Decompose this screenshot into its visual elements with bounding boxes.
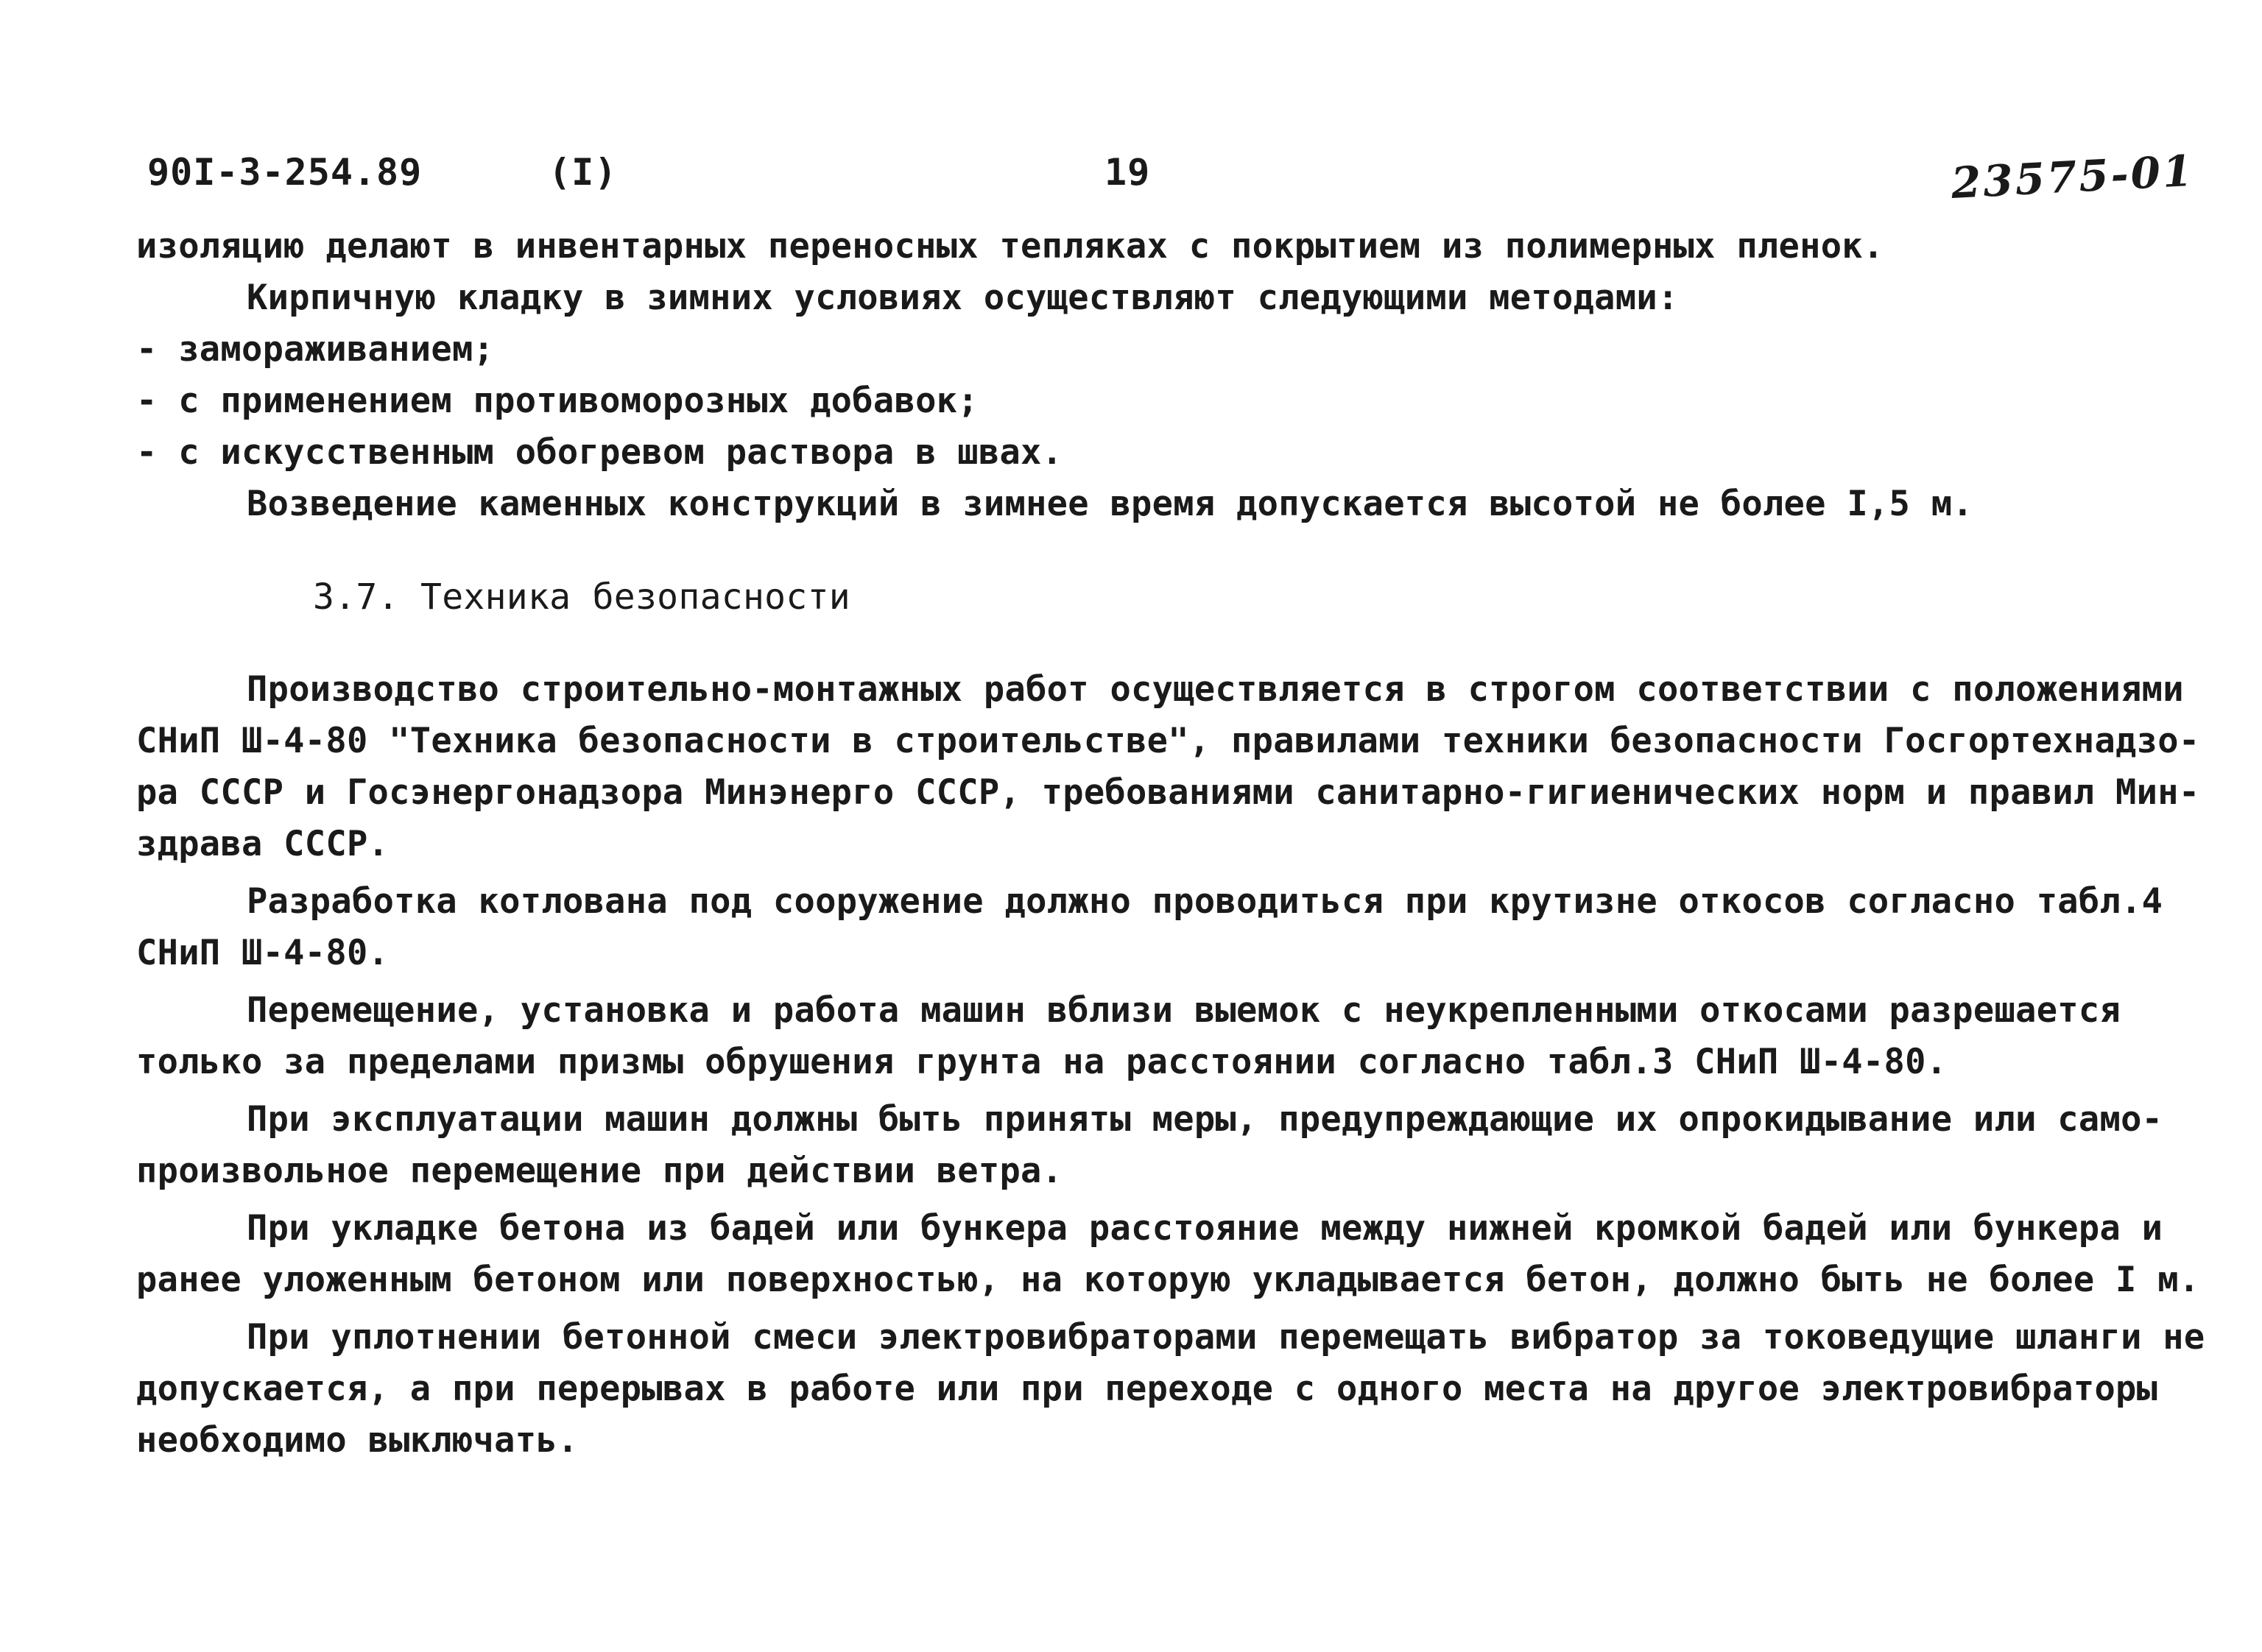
- document-body: [136, 221, 2220, 1466]
- text-line: При укладке бетона из бадей или бункера расстояние между нижней кромкой бадей или бункера и: [247, 1208, 2163, 1249]
- list-item: - с искусственным обогревом раствора в швах.: [136, 432, 1063, 473]
- handwritten-stamp-number: 23575-01: [1950, 145, 2196, 208]
- text-line: Производство строительно-монтажных работ осуществляется в строгом соответствии с положениями: [247, 669, 2184, 710]
- list-item: - с применением противоморозных добавок;: [136, 381, 979, 421]
- text-line: При уплотнении бетонной смеси электровибраторами перемещать вибратор за токоведущие шланги не: [247, 1317, 2205, 1358]
- text-line: СНиП Ш-4-80 "Техника безопасности в строительстве", правилами техники безопасности Госгортехнадзо-: [136, 721, 2200, 761]
- text-line: СНиП Ш-4-80.: [136, 933, 390, 973]
- text-line: изоляцию делают в инвентарных переносных тепляках с покрытием из полимерных пленок.: [136, 226, 1884, 266]
- text-line: Перемещение, установка и работа машин вблизи выемок с неукрепленными откосами разрешается: [247, 990, 2121, 1031]
- document-part: (I): [549, 151, 618, 194]
- list-item: - замораживанием;: [136, 329, 495, 370]
- text-line: ра СССР и Госэнергонадзора Минэнерго СССР, требованиями санитарно-гигиенических норм и правил Мин-: [136, 772, 2200, 813]
- text-line: При эксплуатации машин должны быть приняты меры, предупреждающие их опрокидывание или само-: [247, 1099, 2163, 1140]
- section-heading: 3.7. Техника безопасности: [313, 576, 850, 618]
- text-line: произвольное перемещение при действии ветра.: [136, 1151, 1063, 1191]
- document-code: 90I-3-254.89: [147, 151, 423, 194]
- text-line: Кирпичную кладку в зимних условиях осуществляют следующими методами:: [247, 278, 1679, 318]
- text-line: Разработка котлована под сооружение должно проводиться при крутизне откосов согласно табл.4: [247, 881, 2163, 922]
- text-line: допускается, а при перерывах в работе или при переходе с одного места на другое электровибраторы: [136, 1369, 2158, 1409]
- text-line: ранее уложенным бетоном или поверхностью, на которую укладывается бетон, должно быть не более I м.: [136, 1260, 2200, 1300]
- text-line: необходимо выключать.: [136, 1420, 579, 1461]
- page-number: 19: [1104, 151, 1151, 194]
- text-line: Возведение каменных конструкций в зимнее время допускается высотой не более I,5 м.: [247, 484, 1973, 524]
- text-line: только за пределами призмы обрушения грунта на расстоянии согласно табл.3 СНиП Ш-4-80.: [136, 1042, 1948, 1082]
- text-line: здрава СССР.: [136, 824, 390, 864]
